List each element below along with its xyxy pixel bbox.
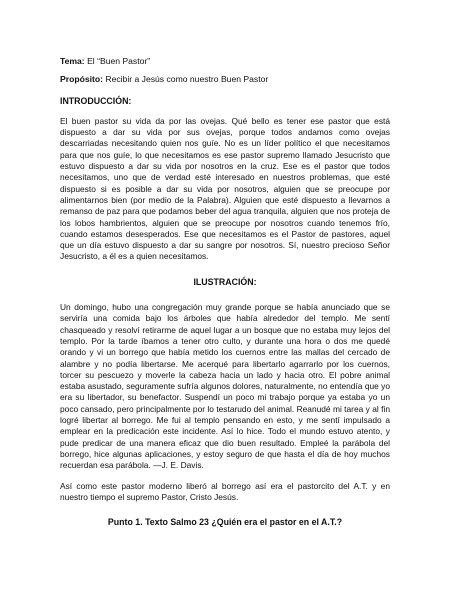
punto1-title: Punto 1. Texto Salmo 23 ¿Quién era el pastor en el A.T.? bbox=[107, 517, 343, 528]
document-page bbox=[60, 56, 390, 528]
proposito-line bbox=[60, 74, 390, 85]
tema-line bbox=[60, 56, 390, 67]
tema-value: El “Buen Pastor” bbox=[84, 56, 151, 66]
proposito-label: Propósito: bbox=[60, 74, 103, 85]
ilustracion-closing-paragraph: Así como este pastor moderno liberó al borrego así era el pastorcito del A.T. y en nuestro tiempo el supremo Pastor, Cristo Jesús. bbox=[60, 480, 390, 502]
tema-label: Tema: bbox=[60, 56, 85, 66]
proposito-value: Recibir a Jesús como nuestro Buen Pastor bbox=[102, 74, 269, 85]
introduccion-heading: INTRODUCCIÓN: bbox=[60, 95, 132, 106]
introduccion-paragraph: El buen pastor su vida da por las ovejas. Qué bello es tener ese pastor que está dispuesto a dar su vida por sus ovejas, porque todos andamos como ovejas descarriadas necesitando quien nos guíe. No es un líder político el que necesitamos para que nos guíe, lo que necesitamos es ese pastor supremo llamado Jesucristo que estuvo dispuesto a dar su vida por nosotros en la cruz. Ese es el pastor que todos necesitamos, uno que de verdad esté interesado en nuestros problemas, que esté dispuesto si es posible a dar su vida por nosotros, alguien que se preocupe por alimentarnos bien (por medio de la Palabra). Alguien que esté dispuesto a llevarnos a remanso de paz para que podamos beber del agua tranquila, alguien que nos proteja de los lobos hambrientos, alguien que se preocupe por nosotros cuando tenemos frío, cuando estamos desesperados. Ese que necesitamos es el Pastor de pastores, aquel que un día estuvo dispuesto a dar su sangre por nosotros. Sí, nuestro precioso Señor Jesucristo, a él es a quien necesitamos. bbox=[60, 115, 390, 262]
ilustracion-paragraph: Un domingo, hubo una congregación muy grande porque se había anunciado que se serviría una comida bajo los árboles que había alrededor del templo. Me sentí chasqueado y resolví retirarme de aquel lugar a un bosque que no estaba muy lejos del templo. Por la tarde íbamos a tener otro culto, y durante una hora o dos me quedé orando y vi un borrego que había metido los cuernos entre las mallas del cercado de alambre y no podía libertarse. Me acerqué para libertarlo agarrarlo por los cuernos, torcer su pescuezo y moverle la cabeza hacia un lado y hacia otro. El pobre animal estaba asustado, seguramente sufría algunos dolores, naturalmente, no entendía que yo era su libertador, su benefactor. Suspendí un poco mi trabajo porque ya estaba yo un poco cansado, pero principalmente por lo testarudo del animal. Reanudé mi tarea y al fin logré libertar al borrego. Me fui al templo pensando en esto, y me sentí impulsado a emplear en la predicación este incidente. Así lo hice. Todo el mundo estuvo atento, y pude predicar de una manera eficaz que dio buen resultado. Empleé la parábola del borrego, hice algunas aplicaciones, y estoy seguro de que hasta el día de hoy muchos recuerdan esa parábola. —J. E. Davis. bbox=[60, 302, 390, 471]
ilustracion-heading: ILUSTRACIÓN: bbox=[193, 276, 257, 287]
